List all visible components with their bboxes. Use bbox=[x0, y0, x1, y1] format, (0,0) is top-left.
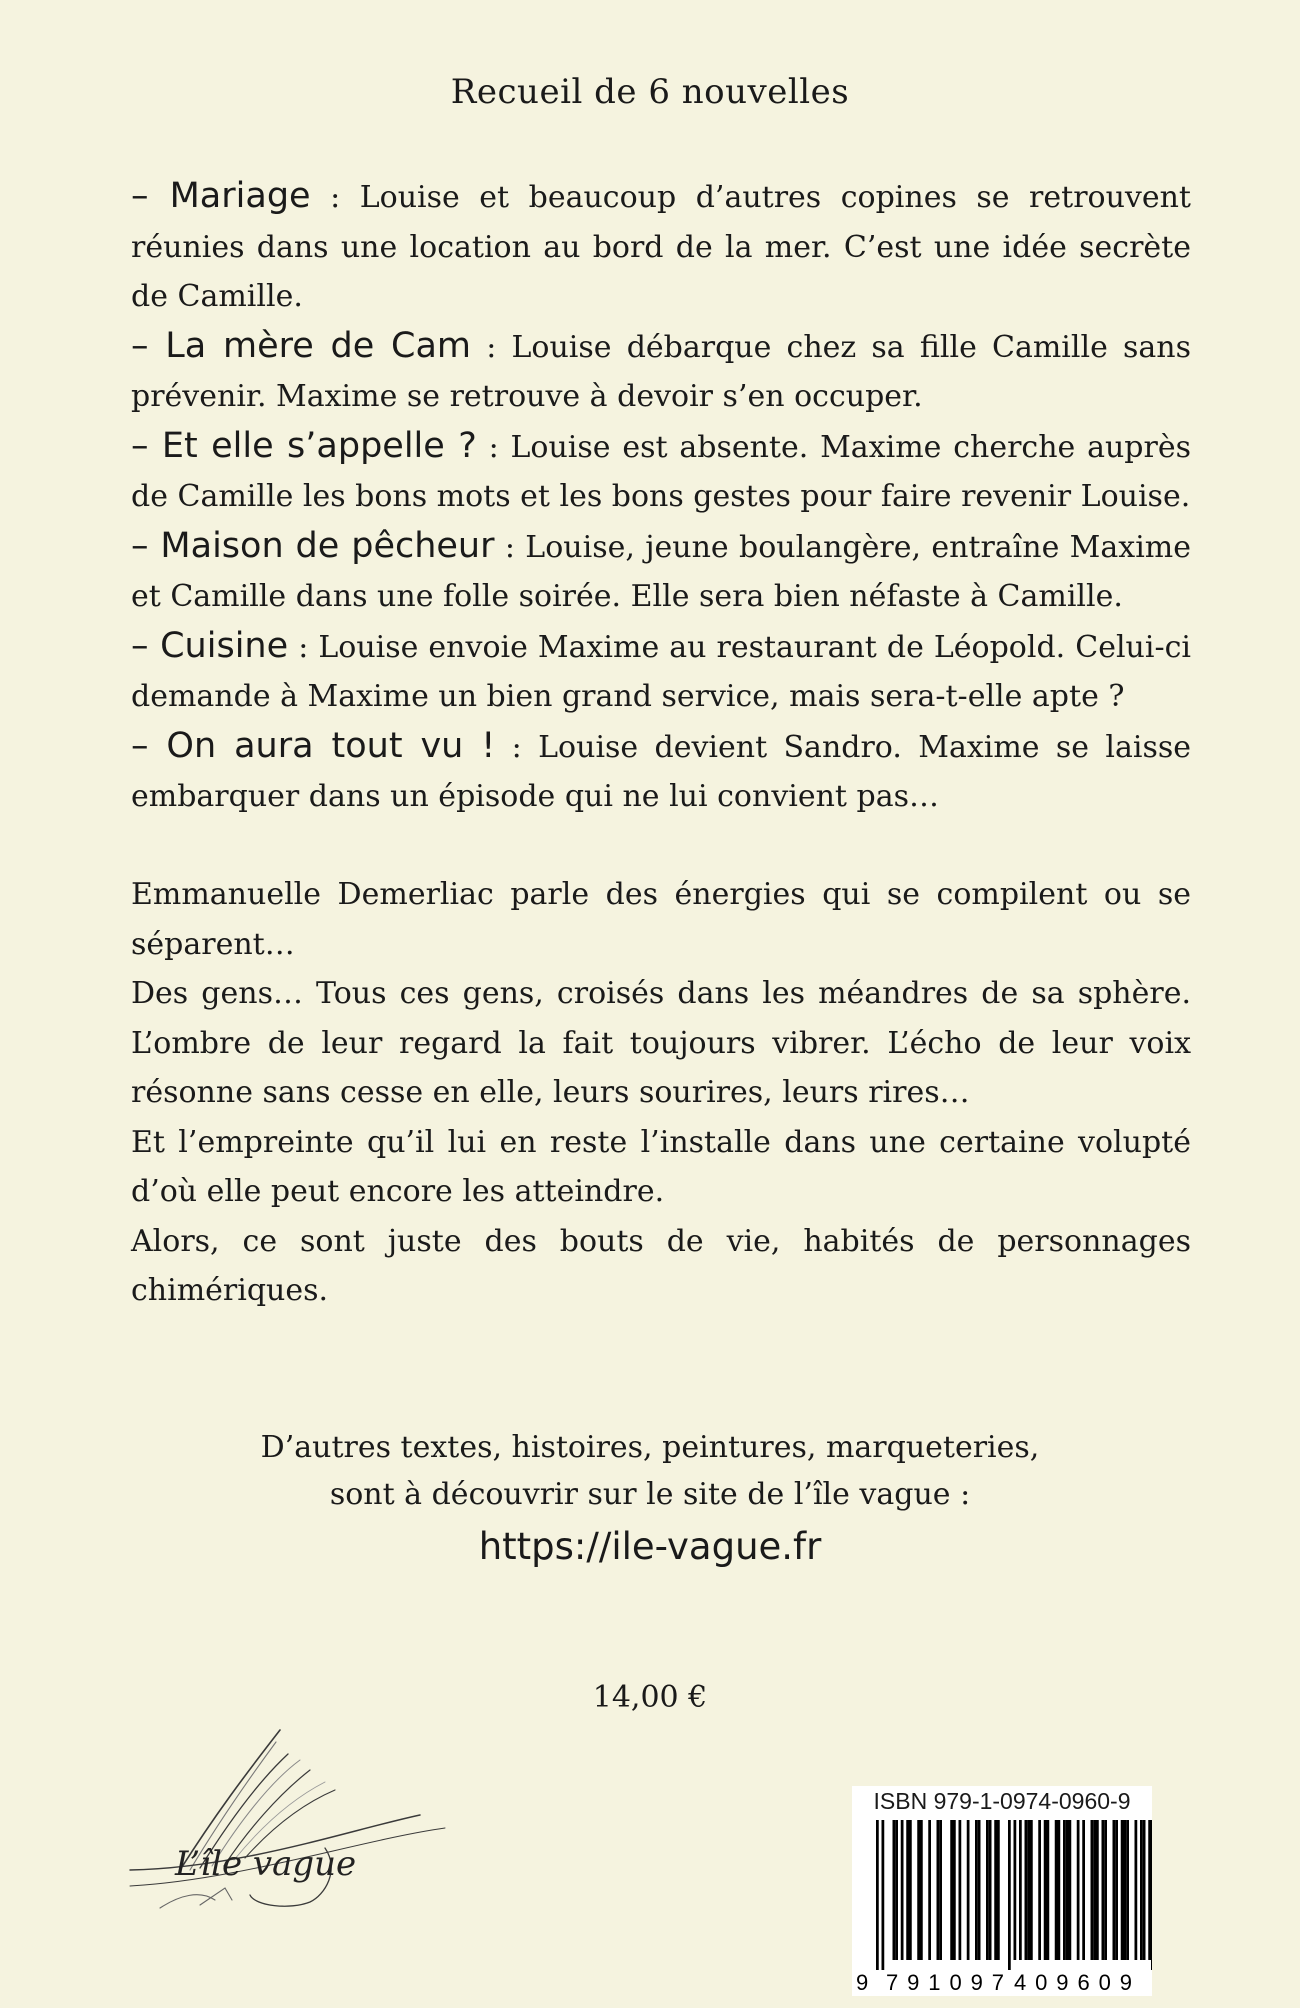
story-item bbox=[131, 722, 1191, 822]
barcode-bar bbox=[917, 1820, 920, 1960]
barcode-bar bbox=[928, 1820, 931, 1960]
story-text: : Louise est absente. Maxime cherche auprès de Camille les bons mots et les bons gestes pour faire revenir Louise. bbox=[131, 429, 1192, 514]
barcode-bar bbox=[1077, 1820, 1080, 1960]
barcode-bar bbox=[953, 1820, 956, 1960]
barcode-bar bbox=[1019, 1820, 1022, 1960]
barcode-bar bbox=[978, 1820, 981, 1960]
story-text: : Louise, jeune boulangère, entraîne Maxime et Camille dans une folle soirée. Elle sera bien néfaste à Camille. bbox=[131, 529, 1192, 614]
barcode-bar bbox=[1063, 1820, 1066, 1960]
notice-line: sont à découvrir sur le site de l’île vague : bbox=[329, 1477, 971, 1512]
notice-line: D’autres textes, histoires, peintures, marqueteries, bbox=[260, 1430, 1040, 1465]
blurb-paragraph: Emmanuelle Demerliac parle des énergies qui se compilent ou se séparent… bbox=[131, 877, 1191, 962]
author-blurb bbox=[131, 870, 1191, 1316]
barcode-bar bbox=[1066, 1820, 1069, 1960]
barcode-bar bbox=[950, 1820, 953, 1960]
story-text: : Louise et beaucoup d’autres copines se retrouvent réunies dans une location au bord de la mer. C’est une idée secrète de Camille. bbox=[131, 180, 1191, 314]
barcode-bar bbox=[1102, 1820, 1105, 1960]
story-text: : Louise devient Sandro. Maxime se laisse embarquer dans un épisode qui ne lui convient pas… bbox=[131, 729, 1191, 814]
barcode-bar bbox=[909, 1820, 912, 1960]
price: 14,00 € bbox=[592, 1680, 708, 1715]
barcode-bar bbox=[967, 1820, 970, 1960]
barcode-bar bbox=[1014, 1820, 1017, 1960]
barcode-bar bbox=[1135, 1820, 1138, 1960]
story-label: – Maison de pêcheur bbox=[131, 525, 495, 566]
barcode-bar bbox=[882, 1820, 885, 1970]
barcode-bar bbox=[1030, 1820, 1033, 1960]
barcode-bar bbox=[1140, 1820, 1143, 1960]
blurb-paragraph: Alors, ce sont juste des bouts de vie, habités de personnages chimériques. bbox=[131, 1223, 1191, 1308]
barcode-bar bbox=[989, 1820, 992, 1960]
barcode-bar bbox=[986, 1820, 989, 1960]
story-list bbox=[131, 172, 1191, 822]
blurb-paragraph: Des gens… Tous ces gens, croisés dans les méandres de sa sphère. L’ombre de leur regard la fait toujours vibrer. L’écho de leur voix résonne sans cesse en elle, leurs sourires, leurs rires… bbox=[131, 976, 1191, 1110]
story-label: – Cuisine bbox=[131, 625, 289, 666]
barcode-bar bbox=[1069, 1820, 1072, 1960]
website-url: https://ile-vague.fr bbox=[478, 1525, 822, 1568]
barcode-bar bbox=[1082, 1820, 1085, 1960]
story-item bbox=[131, 522, 1191, 622]
story-label: – La mère de Cam bbox=[131, 325, 472, 366]
barcode-bar bbox=[1143, 1820, 1146, 1960]
story-text: : Louise débarque chez sa fille Camille sans prévenir. Maxime se retrouve à devoir s’en occuper. bbox=[131, 329, 1191, 414]
barcode-bar bbox=[1104, 1820, 1107, 1960]
collection-title: Recueil de 6 nouvelles bbox=[450, 72, 850, 112]
barcode-bar bbox=[876, 1820, 879, 1970]
barcode-first-digit: 9 bbox=[856, 1970, 869, 1995]
barcode-graphic bbox=[852, 1786, 1152, 1996]
barcode-bar bbox=[994, 1820, 997, 1960]
barcode-bar bbox=[1124, 1820, 1127, 1960]
barcode-bar bbox=[1027, 1820, 1030, 1960]
website-notice bbox=[0, 1424, 1300, 1576]
isbn-barcode bbox=[852, 1786, 1152, 1996]
barcode-bar bbox=[1148, 1820, 1151, 1960]
story-item bbox=[131, 172, 1191, 322]
barcode-bar bbox=[1044, 1820, 1047, 1960]
barcode-bar bbox=[939, 1820, 942, 1960]
barcode-bar bbox=[959, 1820, 962, 1960]
story-label: – Mariage bbox=[131, 176, 311, 216]
barcode-bar bbox=[1025, 1820, 1028, 1960]
story-text: : Louise envoie Maxime au restaurant de Léopold. Celui-ci demande à Maxime un bien grand service, mais sera-t-elle apte ? bbox=[131, 629, 1191, 714]
story-label: – Et elle s’appelle ? bbox=[131, 425, 477, 466]
barcode-bar bbox=[1058, 1820, 1061, 1960]
barcode-bar bbox=[895, 1820, 898, 1960]
barcode-bar bbox=[1151, 1820, 1152, 1970]
barcode-bar bbox=[1126, 1820, 1129, 1960]
barcode-bar bbox=[1008, 1820, 1011, 1970]
barcode-right-digits: 409609 bbox=[1014, 1970, 1132, 1995]
story-label: – On aura tout vu ! bbox=[131, 725, 496, 766]
publisher-logo bbox=[120, 1720, 560, 1920]
barcode-bar bbox=[901, 1820, 904, 1960]
barcode-bar bbox=[1091, 1820, 1094, 1960]
logo-wordmark: L’île vague bbox=[175, 1844, 357, 1884]
isbn-label: ISBN 979-1-0974-0960-9 bbox=[873, 1788, 1131, 1814]
barcode-bar bbox=[1047, 1820, 1050, 1960]
barcode-bar bbox=[893, 1820, 896, 1960]
barcode-bar bbox=[1055, 1820, 1058, 1960]
barcode-bar bbox=[1115, 1820, 1118, 1960]
barcode-left-digits: 791097 bbox=[886, 1970, 1004, 1995]
barcode-bar bbox=[1038, 1820, 1041, 1960]
story-item bbox=[131, 422, 1191, 522]
barcode-bar bbox=[937, 1820, 940, 1960]
barcode-bar bbox=[997, 1820, 1000, 1960]
blurb-paragraph: Et l’empreinte qu’il lui en reste l’installe dans une certaine volupté d’où elle peut encore les atteindre. bbox=[131, 1124, 1191, 1209]
story-item bbox=[131, 322, 1191, 422]
story-item bbox=[131, 622, 1191, 722]
barcode-bar bbox=[906, 1820, 909, 1960]
barcode-bar bbox=[1121, 1820, 1124, 1960]
barcode-bar bbox=[1096, 1820, 1099, 1960]
barcode-bar bbox=[1093, 1820, 1096, 1960]
barcode-bar bbox=[975, 1820, 978, 1960]
barcode-bar bbox=[1113, 1820, 1116, 1960]
barcode-bar bbox=[920, 1820, 923, 1960]
